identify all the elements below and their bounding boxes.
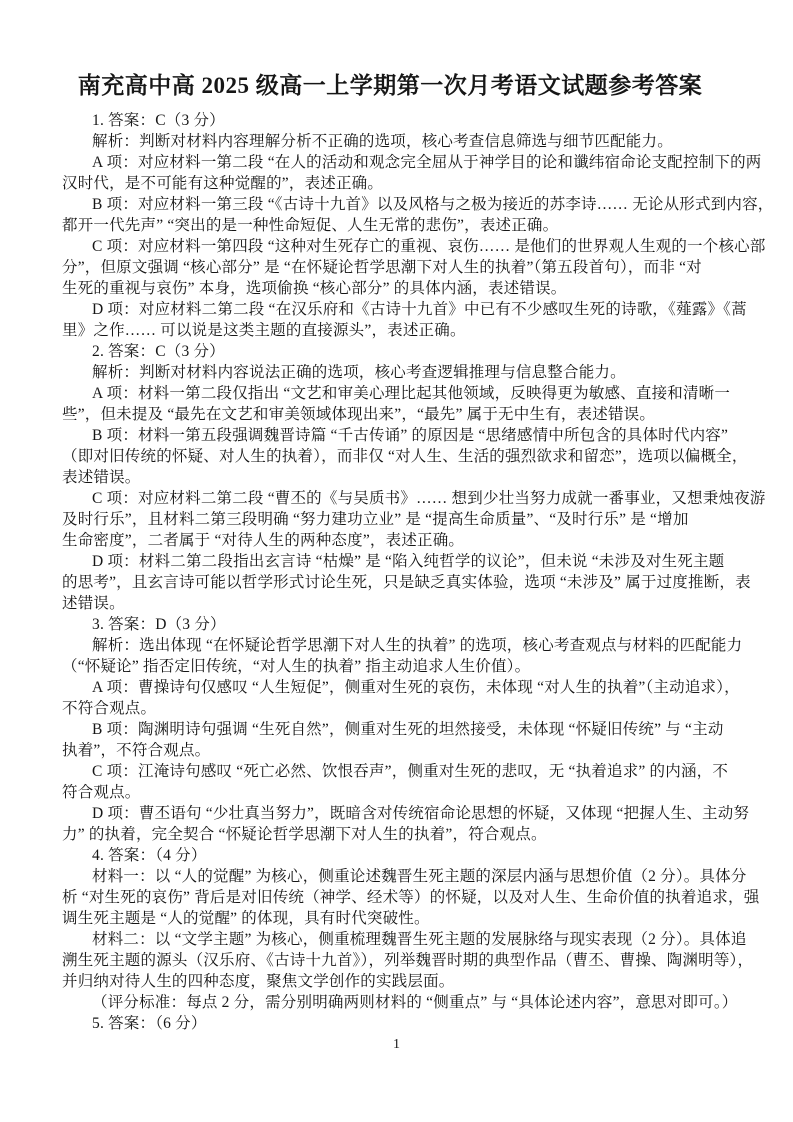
text-line: 不符合观点。 [62,700,157,717]
text-line: 3. 答案：D（3 分） [92,616,226,633]
text-line: 执着”，不符合观点。 [62,742,211,759]
text-line: （“怀疑论” 指否定旧传统，“对人生的执着” 指主动追求人生价值）。 [62,658,531,675]
text-line: 都开一代先声” “突出的是一种性命短促、人生无常的悲伤”，表述正确。 [62,217,559,234]
text-line: 里》之作…… 可以说是这类主题的直接源头”，表述正确。 [62,322,466,339]
text-line: B 项：材料一第五段强调魏晋诗篇 “千古传诵” 的原因是 “思绪感情中所包含的具体时代内容” [92,427,729,444]
page-number: 1 [393,1037,400,1052]
text-line: A 项：曹操诗句仅感叹 “人生短促”，侧重对生死的哀伤，未体现 “对人生的执着”（主动追求）， [92,679,740,696]
page-title: 南充高中高 2025 级高一上学期第一次月考语文试题参考答案 [77,73,703,98]
text-line: 的思考”，且玄言诗可能以哲学形式讨论生死，只是缺乏真实体验，选项 “未涉及” 属于过度推断，表 [62,574,751,591]
text-line: 表述错误。 [62,469,141,486]
text-line: 些”，但未提及 “最先在文艺和审美领域体现出来”，“最先” 属于无中生有，表述错误。 [62,406,656,423]
text-line: （即对旧传统的怀疑、对人生的执着），而非仅 “对人生、生活的强烈欲求和留恋”，选项以偏概全， [62,448,748,465]
text-line: 材料二：以 “文学主题” 为核心，侧重梳理魏晋生死主题的发展脉络与现实表现（2 分）。具体追 [92,931,747,948]
text-line: 述错误。 [62,595,125,612]
text-line: D 项：材料二第二段指出玄言诗 “枯燥” 是 “陷入纯哲学的议论”，但未说 “未涉及对生死主题 [92,553,725,570]
text-line: C 项：对应材料一第四段 “这种对生死存亡的重视、哀伤…… 是他们的世界观人生观的一个核心部 [92,238,766,255]
text-line: 5. 答案：（6 分） [92,1015,207,1032]
text-line: 力” 的执着，完全契合 “怀疑论哲学思潮下对人生的执着”，符合观点。 [62,826,547,843]
text-line: 生命密度”，二者属于 “对待人生的两种态度”，表述正确。 [62,532,465,549]
text-line: D 项：对应材料二第二段 “在汉乐府和《古诗十九首》中已有不少感叹生死的诗歌，《薤露》《蒿 [92,301,747,318]
document-body [62,110,774,1034]
text-line: 1. 答案：C（3 分） [92,112,225,129]
text-line: A 项：对应材料一第二段 “在人的活动和观念完全屈从于神学目的论和谶纬宿命论支配控制下的两 [92,154,762,171]
text-line: 材料一：以 “人的觉醒” 为核心，侧重论述魏晋生死主题的深层内涵与思想价值（2 分）。具体分 [92,868,747,885]
text-line: 并归纳对待人生的四种态度，聚焦文学创作的实践层面。 [62,973,455,990]
text-line: 及时行乐”，且材料二第三段明确 “努力建功立业” 是 “提高生命质量”、“及时行乐” 是 “增加 [62,511,689,528]
text-line: 汉时代，是不可能有这种觉醒的”，表述正确。 [62,175,384,192]
text-line: B 项：对应材料一第三段 “《古诗十九首》以及风格与之极为接近的苏李诗…… 无论从形式到内容， [92,196,774,213]
text-line: C 项：江淹诗句感叹 “死亡必然、饮恨吞声”，侧重对生死的悲叹，无 “执着追求” 的内涵，不 [92,763,729,780]
text-line: 2. 答案：C（3 分） [92,343,225,360]
text-line: 溯生死主题的源头（汉乐府、《古诗十九首》），列举魏晋时期的典型作品（曹丕、曹操、陶渊明等）， [62,952,754,969]
text-line: 符合观点。 [62,784,141,801]
text-line: 解析：判断对材料内容理解分析不正确的选项，核心考查信息筛选与细节匹配能力。 [92,133,673,150]
text-line: C 项：对应材料二第二段 “曹丕的《与吴质书》…… 想到少壮当努力成就一番事业，又想秉烛夜游 [92,490,766,507]
text-line: 4. 答案：（4 分） [92,847,207,864]
text-line: B 项：陶渊明诗句强调 “生死自然”，侧重对生死的坦然接受，未体现 “怀疑旧传统” 与 “主动 [92,721,724,738]
text-line: 生死的重视与哀伤” 本身，选项偷换 “核心部分” 的具体内涵，表述错误。 [62,280,567,297]
text-line: A 项：材料一第二段仅指出 “文艺和审美心理比起其他领域，反映得更为敏感、直接和清晰一 [92,385,731,402]
text-line: D 项：曹丕语句 “少壮真当努力”，既暗含对传统宿命论思想的怀疑，又体现 “把握人生、主动努 [92,805,750,822]
text-line: （评分标准：每点 2 分，需分别明确两则材料的 “侧重点” 与 “具体论述内容”，意思对即可。） [92,994,738,1011]
text-line: 解析：判断对材料内容说法正确的选项，核心考查逻辑推理与信息整合能力。 [92,364,626,381]
text-line: 分”，但原文强调 “核心部分” 是 “在怀疑论哲学思潮下对人生的执着”（第五段首句），而非 “对 [62,259,702,276]
text-line: 析 “对生死的哀伤” 背后是对旧传统（神学、经术等）的怀疑，以及对人生、生命价值的执着追求，强 [62,889,760,906]
text-line: 解析：选出体现 “在怀疑论哲学思潮下对人生的执着” 的选项，核心考查观点与材料的匹配能力 [92,637,743,654]
text-line: 调生死主题是 “人的觉醒” 的体现，具有时代突破性。 [62,910,430,927]
